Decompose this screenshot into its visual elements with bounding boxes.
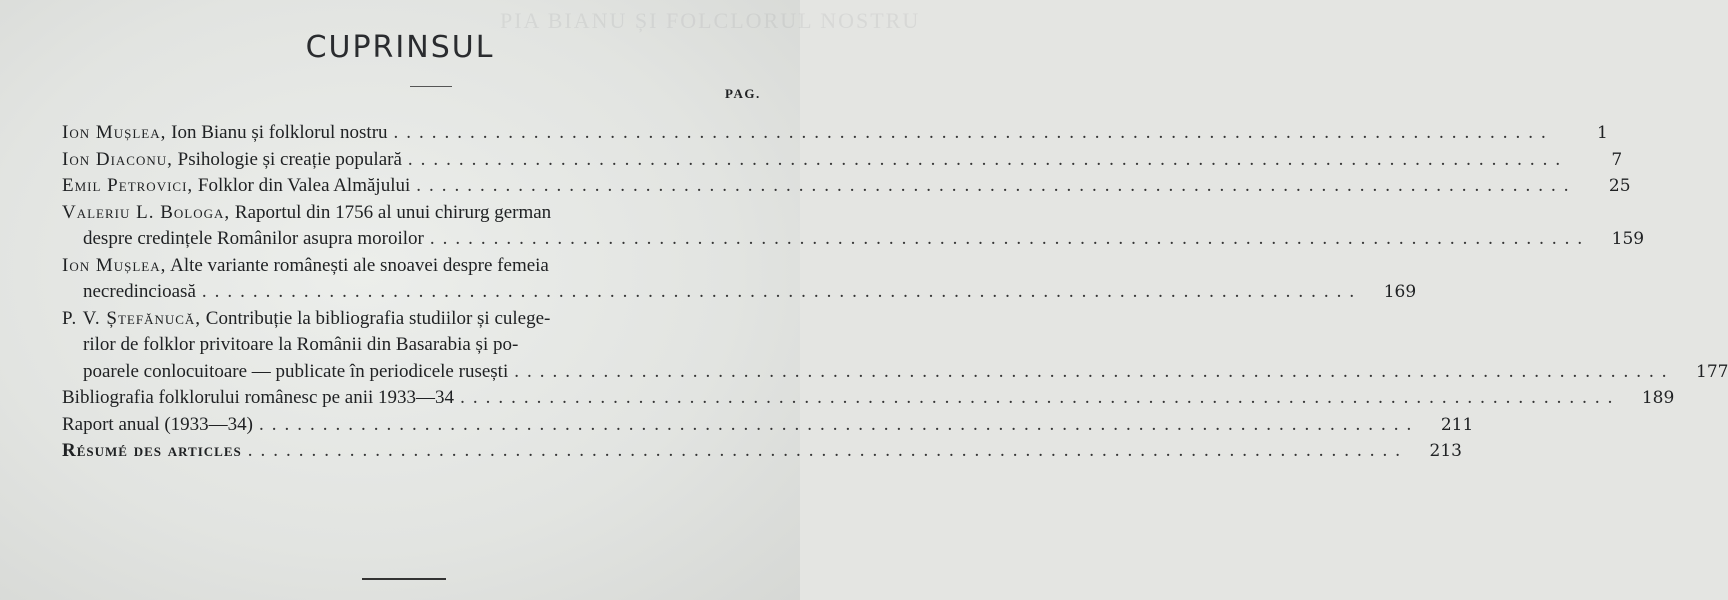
toc-entry-text — [62, 200, 551, 227]
toc-entry-line — [62, 200, 777, 227]
toc-author: P. V. Ștefănucă, — [62, 307, 202, 329]
toc-entry-line — [62, 120, 1608, 147]
bleed-through-text: PIA BIANU ȘI FOLCLORUL NOSTRU — [500, 8, 921, 33]
toc-title: Folklor din Valea Almăjului — [197, 175, 411, 196]
toc-entry — [62, 147, 1623, 174]
toc-page-number: 25 — [1608, 176, 1631, 196]
toc-title-continued: poarele conlocuitoare — publicate în periodicele rusești — [83, 360, 509, 382]
toc-entry — [62, 120, 1608, 147]
toc-entry-text — [62, 173, 410, 200]
toc-page-number: 189 — [1641, 388, 1675, 408]
toc-entry — [62, 306, 1728, 386]
toc-author: Valeriu L. Bologa, — [62, 201, 231, 223]
toc-author: Ion Diaconu, — [62, 148, 173, 170]
toc-entry-line — [62, 306, 777, 333]
dot-leader: ........................................................................................... — [201, 281, 1363, 302]
dot-leader: ........................................................................................... — [393, 122, 1554, 143]
toc-title: Contribuție la bibliografia studiilor și culege- — [205, 307, 551, 329]
toc-entry-line — [62, 279, 1417, 306]
page-title: CUPRINSUL — [305, 30, 495, 65]
toc-title: Raportul din 1756 al unui chirurg german — [234, 201, 552, 223]
toc-author: Ion Mușlea, — [62, 122, 167, 143]
dot-leader: ........................................................................................... — [407, 148, 1569, 170]
page-column-label: PAG. — [725, 86, 761, 101]
toc-title: Bibliografia folklorului românesc pe anii 1933—34 — [62, 387, 455, 408]
toc-entry-text — [62, 253, 549, 280]
toc-entry-text — [62, 147, 402, 174]
toc-title-continued: necredincioasă — [83, 281, 196, 302]
toc-title: Résumé des articles — [62, 440, 242, 461]
dot-leader: ........................................................................................... — [416, 175, 1577, 196]
toc-page-number: 7 — [1611, 149, 1623, 170]
toc-author: Emil Petrovici, — [62, 175, 194, 196]
dot-leader: ........................................................................................... — [259, 413, 1420, 435]
toc-entry-line — [62, 173, 1631, 200]
toc-page-number: 211 — [1440, 414, 1474, 435]
toc-title-continued: despre credințele Românilor asupra moroilor — [83, 228, 424, 249]
toc-entry — [62, 200, 1645, 253]
dot-leader: ........................................................................................... — [429, 228, 1591, 249]
title-divider — [410, 86, 452, 87]
toc-title-continued: rilor de folklor privitoare la Românii din Basarabia și po- — [83, 334, 519, 355]
toc-entry-line — [62, 438, 1462, 465]
toc-title: Alte variante românești ale snoavei despre femeia — [170, 254, 549, 276]
dot-leader: ........................................................................................... — [460, 387, 1621, 408]
toc-entry — [62, 385, 1675, 412]
toc-entry-text — [62, 306, 550, 333]
toc-title: Psihologie și creație populară — [177, 148, 402, 170]
dot-leader: ........................................................................................... — [247, 440, 1408, 461]
toc-title: Ion Bianu și folklorul nostru — [171, 122, 388, 143]
toc-page-number: 169 — [1383, 282, 1417, 302]
toc-entry-text — [62, 120, 388, 147]
toc-entry-line — [62, 385, 1675, 412]
toc-page-number: 177 — [1696, 361, 1728, 382]
toc-entry-line — [62, 332, 777, 359]
toc-title: Raport anual (1933—34) — [62, 413, 254, 435]
table-of-contents — [62, 120, 1728, 465]
toc-entry — [62, 412, 1474, 439]
toc-entry — [62, 253, 1417, 306]
toc-entry-line — [62, 253, 777, 280]
toc-page-number: 1 — [1596, 123, 1608, 143]
toc-entry-line — [62, 147, 1623, 174]
bottom-divider — [362, 578, 446, 580]
toc-page-number: 159 — [1611, 229, 1645, 249]
toc-page-number: 213 — [1429, 441, 1462, 461]
toc-entry — [62, 438, 1462, 465]
toc-entry — [62, 173, 1631, 200]
dot-leader: ........................................................................................... — [514, 360, 1675, 382]
toc-entry-line — [62, 412, 1474, 439]
toc-entry-line — [62, 226, 1645, 253]
toc-author: Ion Mușlea, — [62, 254, 167, 276]
toc-entry-line — [62, 359, 1728, 386]
